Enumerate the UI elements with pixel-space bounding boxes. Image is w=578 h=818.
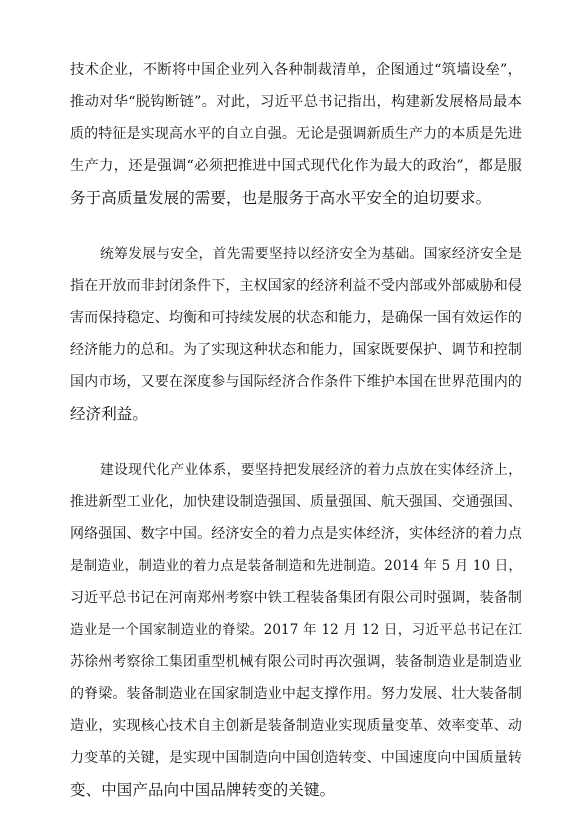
text-line: 变、中国产品向中国品牌转变的关键。: [70, 781, 336, 799]
text-line: 经济利益。: [70, 405, 149, 423]
text-line: 苏徐州考察徐工集团重型机械有限公司时再次强调，装备制造业是制造业: [70, 654, 522, 670]
text-line: 推进新型工业化，加快建设制造强国、质量强国、航天强国、交通强国、: [70, 494, 522, 510]
text-line: 害而保持稳定、均衡和可持续发展的状态和能力，是确保一国有效运作的: [70, 310, 522, 326]
text-line: 技术企业，不断将中国企业列入各种制裁清单，企图通过“筑墙设垒”，: [70, 62, 522, 78]
text-line: 力变革的关键，是实现中国制造向中国创造转变、中国速度向中国质量转: [70, 750, 522, 766]
text-line: 经济能力的总和。为了实现这种状态和能力，国家既要保护、调节和控制: [70, 342, 522, 358]
text-line: 是制造业，制造业的着力点是装备制造和先进制造。2014 年 5 月 10 日，: [70, 558, 522, 574]
text-line: 建设现代化产业体系，要坚持把发展经济的着力点放在实体经济上，: [100, 462, 522, 478]
text-line: 造业，实现核心技术自主创新是装备制造业实现质量变革、效率变革、动: [70, 718, 522, 734]
text-line: 务于高质量发展的需要，也是服务于高水平安全的迫切要求。: [70, 189, 492, 207]
text-line: 网络强国、数字中国。经济安全的着力点是实体经济，实体经济的着力点: [70, 526, 522, 542]
text-line: 生产力，还是强调“必须把推进中国式现代化作为最大的政治”，都是服: [70, 158, 522, 174]
text-line: 统筹发展与安全，首先需要坚持以经济安全为基础。国家经济安全是: [100, 246, 522, 262]
text-line: 造业是一个国家制造业的脊梁。2017 年 12 月 12 日，习近平总书记在江: [70, 622, 522, 638]
text-line: 指在开放而非封闭条件下，主权国家的经济利益不受内部或外部威胁和侵: [70, 278, 522, 294]
text-line: 的脊梁。装备制造业在国家制造业中起支撑作用。努力发展、壮大装备制: [70, 686, 522, 702]
text-line: 国内市场，又要在深度参与国际经济合作条件下维护本国在世界范围内的: [70, 374, 522, 390]
text-line: 推动对华“脱钩断链”。对此，习近平总书记指出，构建新发展格局最本: [70, 94, 522, 110]
text-line: 质的特征是实现高水平的自立自强。无论是强调新质生产力的本质是先进: [70, 126, 522, 142]
text-line: 习近平总书记在河南郑州考察中铁工程装备集团有限公司时强调，装备制: [70, 590, 522, 606]
